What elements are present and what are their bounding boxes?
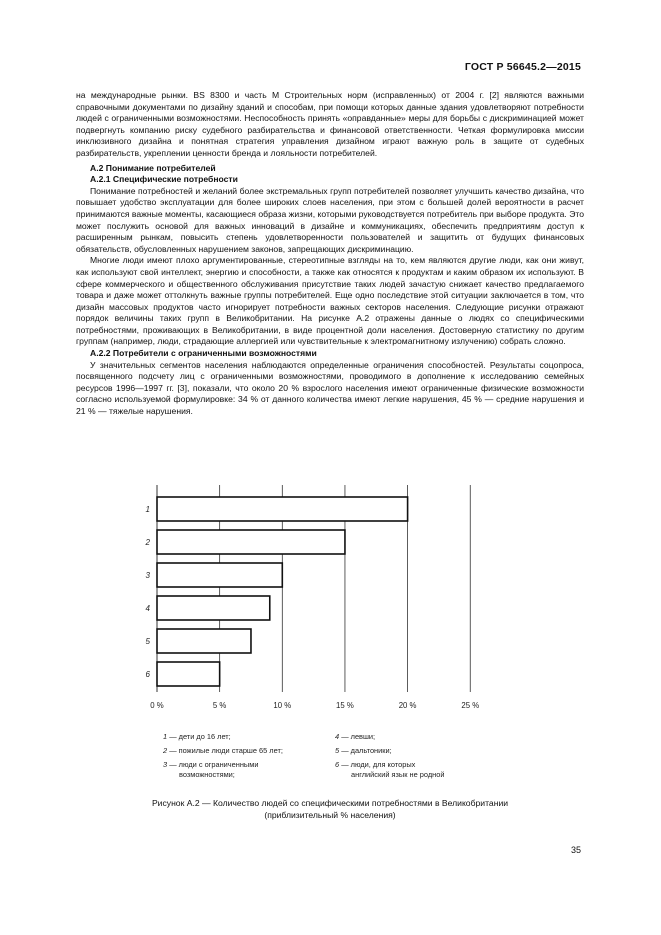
paragraph-2: Понимание потребностей и желаний более экстремальных групп потребителей позволяет улучшить качество дизайна, что повышает удобство эксплуатации для более широких слоев населения, при этом с большей долей вероятности в расчет принимаются важные моменты, касающиеся образа жизни, которыми руководствуется потребитель при выборе продукта. Это может послужить основой для важных инноваций в дизайне и коммуникациях, обеспечить предприятиям доступ к расширенным рынкам, повысить степень удовлетворенности пользователей и защитить от будущих финансовых обязательств, обусловленных нарушением законов, запрещающих дискриминацию. — [76, 185, 584, 254]
paragraph-4: У значительных сегментов населения наблюдаются определенные ограничения способностей. Результаты соцопроса, посвященного подсчету лиц с ограниченными возможностями, проводимого в дополнение к исследованию семейных ресурсов 1996—1997 гг. [3], показали, что около 20 % взрослого населения имеют ограниченные физические возможности согласно используемой формулировке: 34 % от данного количества имеют легкие нарушения, 45 % — средние нарушения и 21 % — тяжелые нарушения. — [76, 359, 584, 417]
section-heading-a22: А.2.2 Потребители с ограниченными возможностями — [90, 348, 317, 359]
section-heading-a2: А.2 Понимание потребителей — [90, 162, 216, 173]
page-number: 35 — [570, 845, 581, 855]
bar — [157, 563, 282, 587]
figure-caption: Рисунок А.2 — Количество людей со специфическими потребностями в Великобритании (приблизительный % населения) — [151, 798, 509, 820]
legend-item: 3 — люди с ограниченными возможностями; — [163, 760, 259, 779]
x-tick-label: 20 % — [398, 701, 417, 710]
x-tick-label: 25 % — [461, 701, 480, 710]
bar — [157, 629, 251, 653]
legend-item: 6 — люди, для которых английский язык не родной — [335, 760, 445, 779]
x-tick-label: 15 % — [336, 701, 354, 710]
category-label: 4 — [145, 604, 150, 613]
bar — [157, 596, 270, 620]
category-label: 3 — [145, 571, 150, 580]
legend-item: 4 — левши; — [335, 732, 376, 741]
category-label: 1 — [145, 505, 150, 514]
legend-col-1 — [163, 732, 283, 780]
legend-item: 5 — дальтоники; — [335, 746, 392, 755]
category-label: 5 — [145, 637, 150, 646]
bar — [157, 497, 408, 521]
paragraph-3: Многие люди имеют плохо аргументированные, стереотипные взгляды на то, кем являются другие люди, как они живут, как используют свой интеллект, энергию и способности, а также как относятся к продуктам и каким образом их используют. В сфере коммерческого и общественного обслуживания присутствие таких людей зачастую снижает качество предлагаемого товара и даже может оттолкнуть важные группы потребителей. Еще одно последствие этой ситуации заключается в том, что дизайн массовых продуктов часто игнорирует потребности важных секторов населения. Следующие рисунки отражают порядок величины таких групп в Великобритании. На рисунке А.2 отражены данные о людях со специфическими потребностями, проживающих в Великобритании, в виде процентной доли населения. Достоверную статистику по другим группам (например, люди, страдающие аллергией или чувствительные к электромагнитному излучению) собрать сложно. — [76, 255, 584, 347]
body-text — [76, 90, 584, 418]
category-label: 2 — [145, 538, 150, 547]
section-heading-a21: А.2.1 Специфические потребности — [90, 174, 238, 185]
category-label: 6 — [145, 670, 150, 679]
x-tick-label: 10 % — [273, 701, 292, 710]
legend-item: 1 — дети до 16 лет; — [163, 732, 231, 741]
bar — [157, 530, 345, 554]
x-tick-label: 0 % — [150, 701, 164, 710]
x-tick-label: 5 % — [212, 701, 227, 710]
paragraph-1: на международные рынки. BS 8300 и часть М Строительных норм (исправленных) от 2004 г. [2] являются важными справочными документами по дизайну зданий и способам, при помощи которых данные здания удовлетворяют потребности людей с ограниченными возможностями. Неспособность принять «оправданные» меры для борьбы с дискриминацией может подвергнуть компанию риску судебного разбирательства и финансовой ответственности. Четкая формулировка миссии инклюзивного дизайна и понятная стратегия управления дизайном играют важную роль в защите от судебных разбирательств, укреплении ценности бренда и лояльности потребителей. — [76, 90, 584, 158]
legend-col-2 — [335, 732, 444, 780]
document-id: ГОСТ Р 56645.2—2015 — [464, 61, 581, 73]
legend-item: 2 — пожилые люди старше 65 лет; — [163, 746, 283, 755]
bar — [157, 662, 220, 686]
